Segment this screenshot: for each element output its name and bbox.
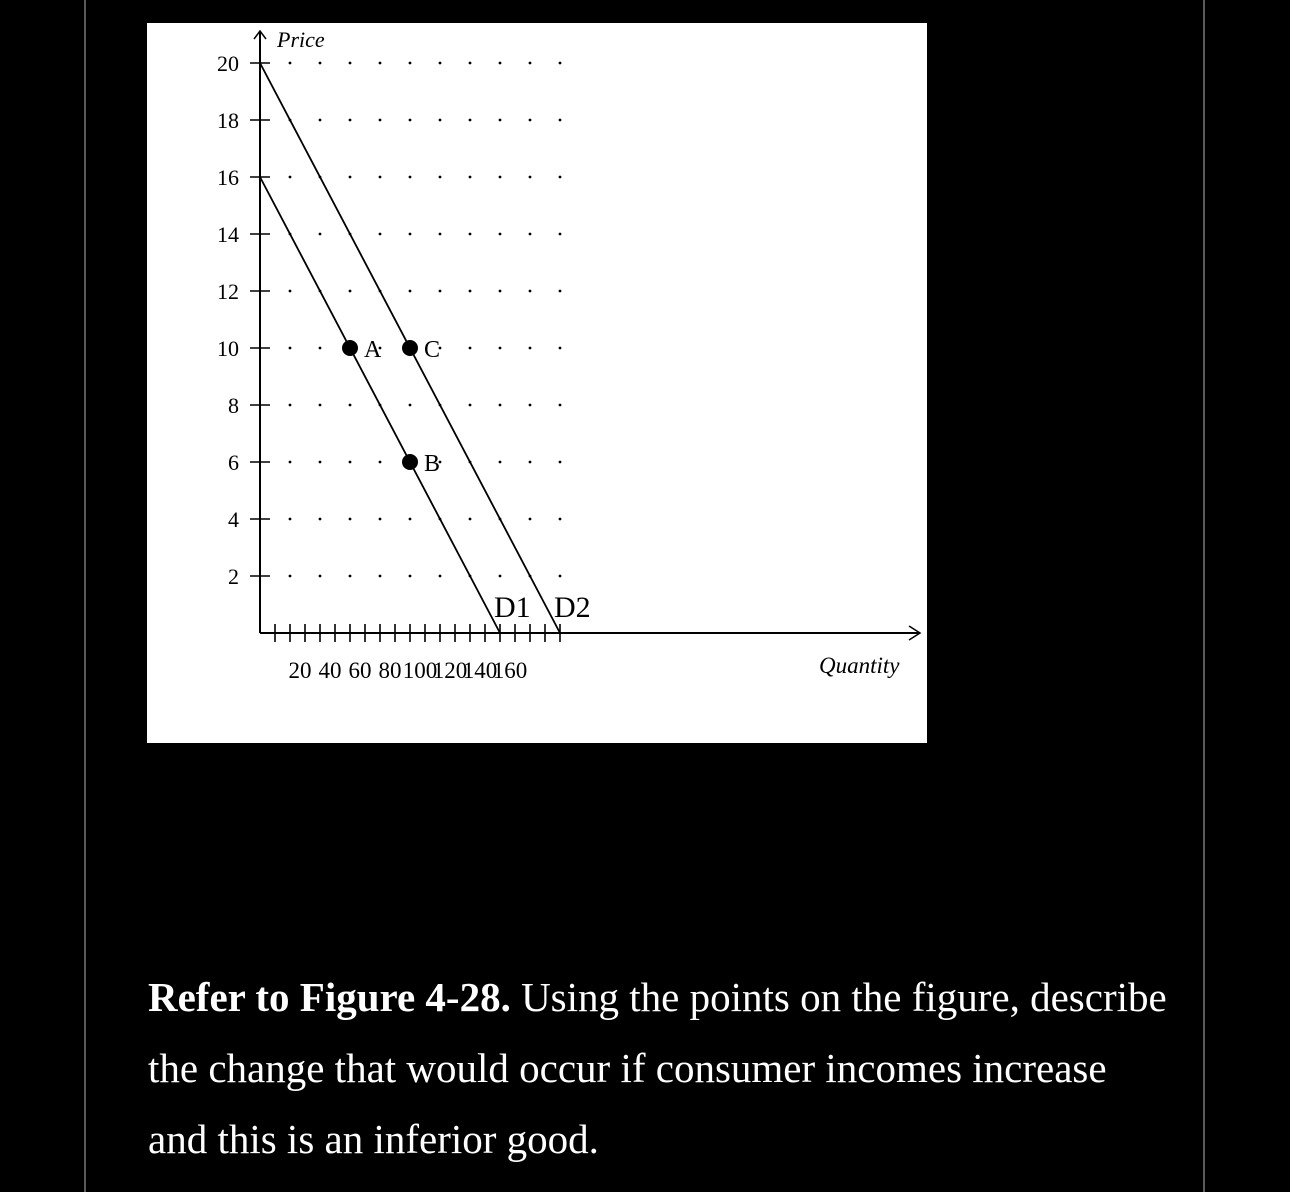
grid-dot <box>469 176 472 179</box>
grid-dot <box>499 119 502 122</box>
grid-dot <box>289 518 292 521</box>
grid-dot <box>559 404 562 407</box>
grid-dot <box>319 347 322 350</box>
grid-dot <box>529 62 532 65</box>
y-tick-label: 16 <box>217 165 239 190</box>
question-text <box>148 962 1168 1175</box>
grid-dot <box>559 176 562 179</box>
y-tick-label: 14 <box>217 222 239 247</box>
grid-dot <box>289 290 292 293</box>
grid-dot <box>469 62 472 65</box>
point-a <box>342 340 358 356</box>
grid-dot <box>469 233 472 236</box>
question-body: Using the points on the figure, describe the change that would occur if consumer incomes increase and this is an inferior good. <box>148 974 1167 1162</box>
grid-dot <box>349 119 352 122</box>
x-tick-label: 80 <box>378 658 402 683</box>
grid-dot <box>349 404 352 407</box>
grid-dot <box>409 575 412 578</box>
grid-dot <box>499 461 502 464</box>
grid-dot <box>289 575 292 578</box>
y-tick-label: 8 <box>228 393 239 418</box>
grid-dot <box>529 404 532 407</box>
x-tick-label: 140 <box>462 658 498 683</box>
grid-dot <box>409 119 412 122</box>
x-tick-label: 100 <box>402 658 438 683</box>
grid-dot <box>349 62 352 65</box>
y-tick-label: 6 <box>228 450 239 475</box>
grid-dot <box>319 461 322 464</box>
x-axis-label: Quantity <box>819 653 900 678</box>
grid-dot <box>499 176 502 179</box>
grid-dot <box>379 119 382 122</box>
y-tick-label: 2 <box>228 564 239 589</box>
grid-dot <box>289 404 292 407</box>
grid-dot <box>529 518 532 521</box>
grid-dot <box>379 575 382 578</box>
grid-dot <box>409 233 412 236</box>
x-tick-label: 60 <box>348 658 372 683</box>
x-tick-label: 40 <box>318 658 342 683</box>
grid-dot <box>349 518 352 521</box>
grid-dot <box>289 62 292 65</box>
demand-curve-d1 <box>260 177 500 633</box>
grid-dot <box>349 176 352 179</box>
grid-dot <box>379 461 382 464</box>
x-tick-label: 20 <box>288 658 312 683</box>
grid-dot <box>499 347 502 350</box>
curve-label-d2: D2 <box>554 591 591 624</box>
grid-dot <box>529 176 532 179</box>
grid-dot <box>559 62 562 65</box>
grid-dot <box>439 62 442 65</box>
grid-dot <box>409 404 412 407</box>
grid-dot <box>289 461 292 464</box>
grid-dot <box>409 176 412 179</box>
grid-dot <box>319 119 322 122</box>
grid-dot <box>559 290 562 293</box>
right-border-rule <box>1203 0 1205 1192</box>
y-tick-label: 18 <box>217 108 239 133</box>
grid-dot <box>319 233 322 236</box>
demand-chart <box>147 23 927 743</box>
grid-dot <box>439 119 442 122</box>
grid-dot <box>469 347 472 350</box>
grid-dot <box>379 233 382 236</box>
grid-dot <box>349 461 352 464</box>
grid-dot <box>439 290 442 293</box>
grid-dot <box>559 347 562 350</box>
grid-dot <box>439 575 442 578</box>
grid-dot <box>319 62 322 65</box>
grid-dot <box>379 62 382 65</box>
grid-dot <box>349 575 352 578</box>
grid-dot <box>529 233 532 236</box>
point-label-c: C <box>424 337 441 363</box>
y-tick-label: 10 <box>217 336 239 361</box>
y-tick-label: 12 <box>217 279 239 304</box>
x-tick-label: 160 <box>492 658 528 683</box>
grid-dot <box>289 347 292 350</box>
point-label-a: A <box>364 337 382 363</box>
grid-dot <box>319 518 322 521</box>
grid-dot <box>469 518 472 521</box>
grid-dot <box>469 404 472 407</box>
grid-dot <box>319 404 322 407</box>
grid-dot <box>529 290 532 293</box>
grid-dot <box>559 233 562 236</box>
grid-dot <box>379 518 382 521</box>
grid-dot <box>319 575 322 578</box>
grid-dot <box>499 404 502 407</box>
grid-dot <box>559 518 562 521</box>
grid-dot <box>499 62 502 65</box>
left-border-rule <box>84 0 86 1192</box>
figure-panel <box>147 23 927 743</box>
grid-dot <box>559 461 562 464</box>
grid-dot <box>469 119 472 122</box>
grid-dot <box>469 290 472 293</box>
point-label-b: B <box>424 451 441 477</box>
grid-dot <box>409 518 412 521</box>
grid-dot <box>529 461 532 464</box>
grid-dot <box>439 233 442 236</box>
grid-dot <box>439 176 442 179</box>
grid-dot <box>559 575 562 578</box>
y-tick-label: 4 <box>228 507 239 532</box>
grid-dot <box>349 290 352 293</box>
grid-dot <box>529 347 532 350</box>
grid-dot <box>559 119 562 122</box>
point-b <box>402 454 418 470</box>
grid-dot <box>409 62 412 65</box>
x-tick-label: 120 <box>432 658 468 683</box>
y-axis-label: Price <box>277 27 325 52</box>
y-tick-label: 20 <box>217 51 239 76</box>
grid-dot <box>379 176 382 179</box>
grid-dot <box>409 290 412 293</box>
curve-label-d1: D1 <box>494 591 531 624</box>
grid-dot <box>499 233 502 236</box>
point-c <box>402 340 418 356</box>
grid-dot <box>289 176 292 179</box>
grid-dot <box>529 119 532 122</box>
question-lead: Refer to Figure 4-28. <box>148 974 511 1020</box>
grid-dot <box>499 575 502 578</box>
grid-dot <box>499 290 502 293</box>
